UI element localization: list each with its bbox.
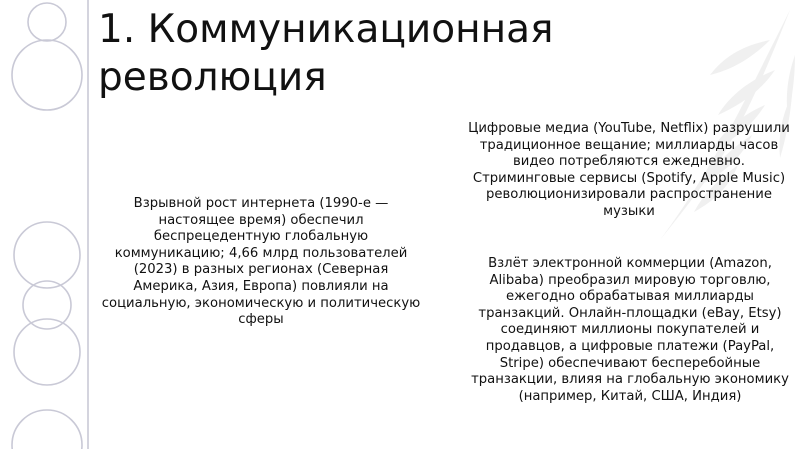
slide-title: 1. Коммуникационная революция (98, 7, 554, 100)
internet-growth-text: Взрывной рост интернета (1990-е — настоящее время) обеспечил беспрецедентную глобальную коммуникацию; 4,66 млрд пользователей (2023) в разных регионах (Северная Америка, Азия, Европа) повлияли на социальную, экономическую и политическую сферы (101, 196, 421, 328)
digital-media-text: Цифровые медиа (YouTube, Netflix) разрушили традиционное вещание; миллиарды часов видео потребляются ежедневно. Стриминговые сервисы (Spotify, Apple Music) революционизировали распространение музыки (468, 121, 790, 219)
circle-line-decoration (0, 0, 100, 449)
ecommerce-text: Взлёт электронной коммерции (Amazon, Alibaba) преобразил мировую торговлю, ежегодно обрабатывая миллиарды транзакций. Онлайн-площадки (eBay, Etsy) соединяют миллионы покупателей и продавцов, а цифровые платежи (PayPal, Stripe) обеспечивают бесперебойные транзакции, влияя на глобальную экономику (например, Китай, США, Индия) (471, 256, 789, 404)
